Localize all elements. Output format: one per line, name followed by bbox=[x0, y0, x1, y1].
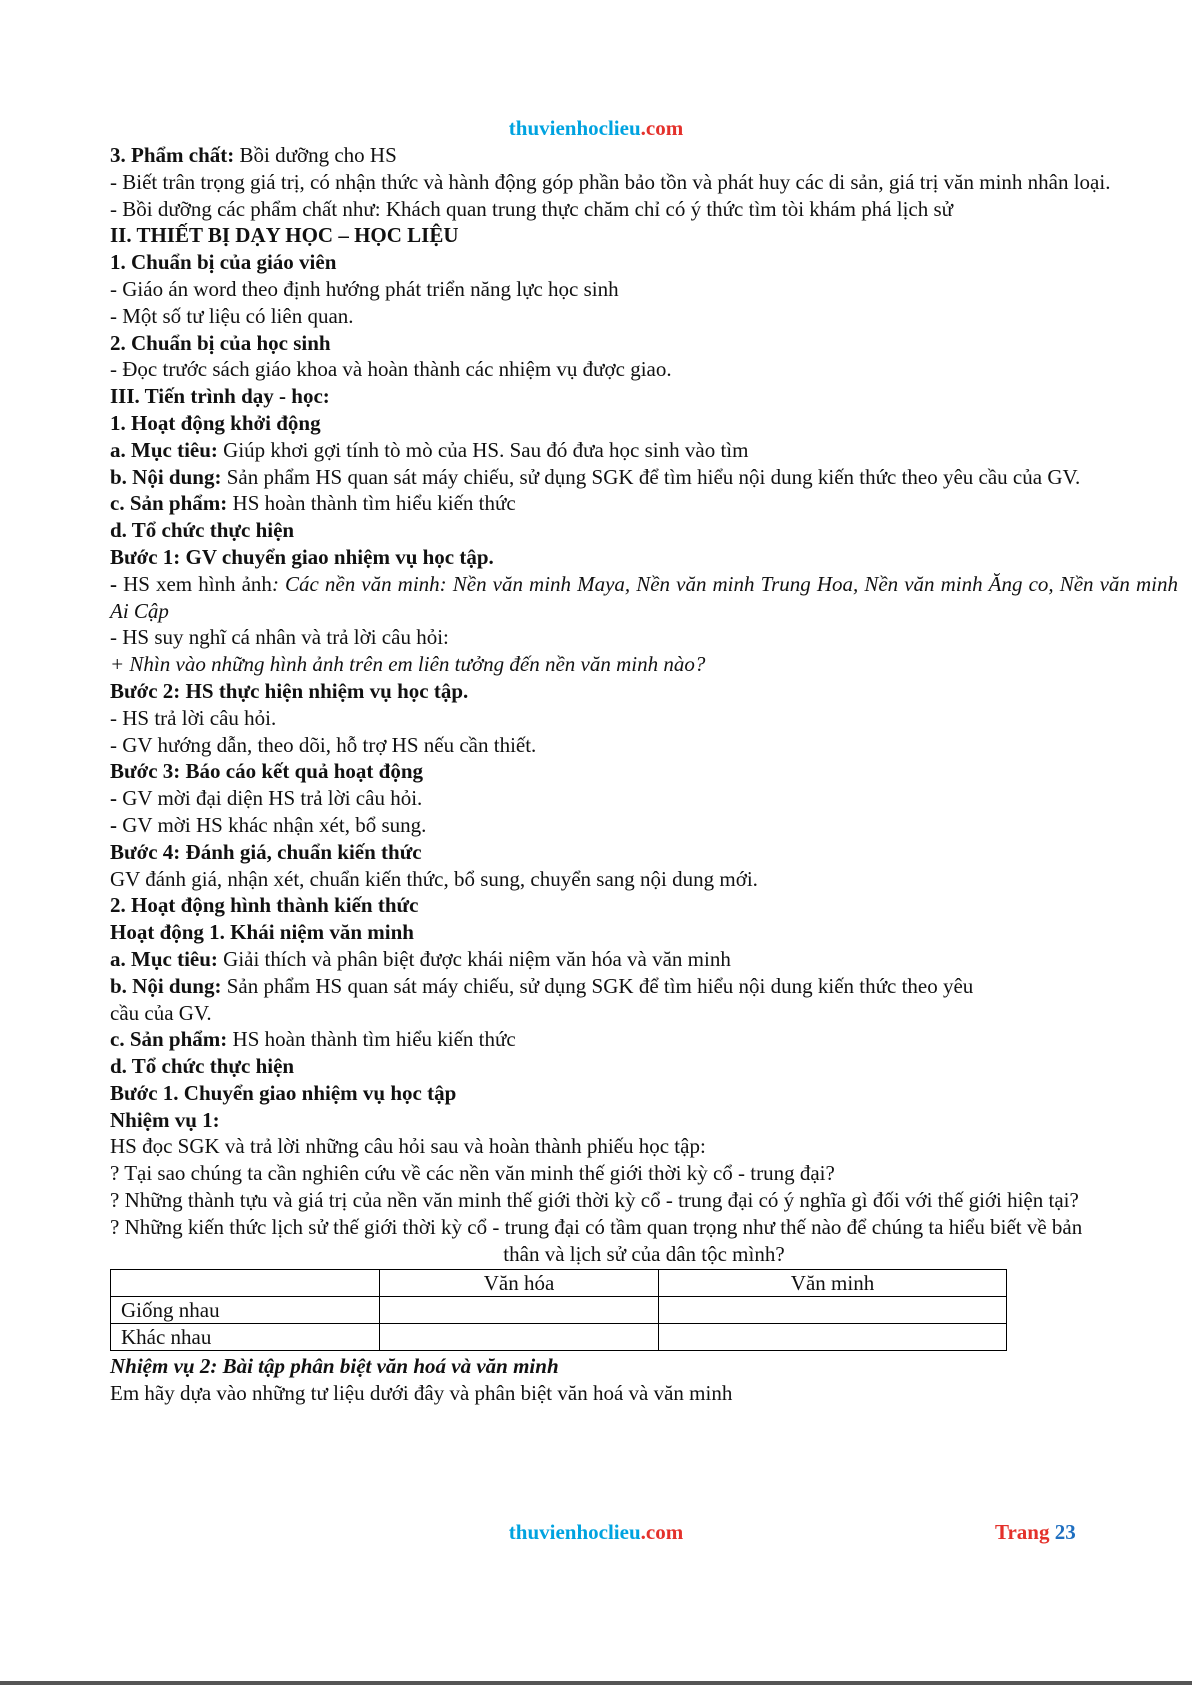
text-line-l36 bbox=[110, 1107, 1178, 1134]
text-line-l21 bbox=[110, 705, 1178, 732]
text-line-a2 bbox=[110, 1380, 1178, 1407]
worksheet-cell bbox=[380, 1324, 659, 1351]
text-run: II. THIẾT BỊ DẠY HỌC – HỌC LIỆU bbox=[110, 223, 459, 248]
text-line-l25 bbox=[110, 812, 1178, 839]
text-run: ? Tại sao chúng ta cần nghiên cứu về các nền văn minh thế giới thời kỳ cổ - trung đại? bbox=[110, 1161, 835, 1186]
worksheet-row bbox=[111, 1324, 1007, 1351]
text-line-l38 bbox=[110, 1160, 1178, 1187]
text-line-l4 bbox=[110, 222, 1178, 249]
text-run: - bbox=[110, 571, 117, 596]
text-line-l9 bbox=[110, 356, 1178, 383]
text-run: GV mời đại diện HS trả lời câu hỏi. bbox=[117, 786, 423, 811]
worksheet-row-label: Khác nhau bbox=[111, 1324, 380, 1351]
worksheet-header-culture: Văn hóa bbox=[380, 1270, 659, 1297]
text-run: Nhiệm vụ 1: bbox=[110, 1107, 220, 1132]
text-run: - Đọc trước sách giáo khoa và hoàn thành các nhiệm vụ được giao. bbox=[110, 357, 672, 382]
text-line-l37 bbox=[110, 1133, 1178, 1160]
text-line-l10 bbox=[110, 383, 1178, 410]
worksheet-table bbox=[110, 1269, 1007, 1351]
text-line-l11 bbox=[110, 410, 1178, 437]
text-run: ? Những thành tựu và giá trị của nền văn minh thế giới thời kỳ cổ - trung đại có ý nghĩa gì đối với thế giới hiện tại? bbox=[110, 1188, 1079, 1213]
text-line-l40 bbox=[110, 1214, 1178, 1241]
text-run: : Các nền văn minh: Nền văn minh Maya, Nền văn minh Trung Hoa, Nền văn minh Ăng co, Nền văn minh Ai Cập bbox=[110, 571, 1179, 623]
text-line-l8 bbox=[110, 330, 1178, 357]
text-run: Bước 1: GV chuyển giao nhiệm vụ học tập. bbox=[110, 544, 494, 569]
text-run: 2. Hoạt động hình thành kiến thức bbox=[110, 893, 419, 918]
lines-after-table bbox=[110, 1353, 1178, 1407]
worksheet-row bbox=[111, 1297, 1007, 1324]
worksheet-cell bbox=[659, 1324, 1007, 1351]
text-line-l3 bbox=[110, 196, 1178, 223]
text-line-l31 bbox=[110, 973, 1178, 1000]
worksheet-header-civilization: Văn minh bbox=[659, 1270, 1007, 1297]
header-site-domain: .com bbox=[640, 116, 684, 140]
text-run: HS hoàn thành tìm hiểu kiến thức bbox=[227, 1027, 516, 1052]
text-run: Nhiệm vụ 2: Bài tập phân biệt văn hoá và văn minh bbox=[110, 1354, 559, 1379]
text-run: Giải thích và phân biệt được khái niệm văn hóa và văn minh bbox=[217, 946, 731, 971]
text-run: Bước 1. Chuyển giao nhiệm vụ học tập bbox=[110, 1080, 457, 1105]
text-run: Bước 3: Báo cáo kết quả hoạt động bbox=[110, 759, 424, 784]
text-run: thân và lịch sử của dân tộc mình? bbox=[503, 1241, 785, 1266]
text-line-l1 bbox=[110, 142, 1178, 169]
text-run: Giúp khơi gợi tính tò mò của HS. Sau đó đưa học sinh vào tìm bbox=[217, 437, 749, 462]
text-run: c. Sản phẩm: bbox=[110, 491, 228, 516]
text-run: ? Những kiến thức lịch sử thế giới thời kỳ cổ - trung đại có tầm quan trọng như thế nào để chúng ta hiểu biết về bản bbox=[110, 1214, 1083, 1239]
page-label: Trang bbox=[995, 1520, 1055, 1544]
text-line-l12 bbox=[110, 437, 1178, 464]
text-line-l20 bbox=[110, 678, 1178, 705]
text-run: GV mời HS khác nhận xét, bổ sung. bbox=[117, 812, 427, 837]
text-run: 1. Hoạt động khởi động bbox=[110, 410, 321, 435]
text-line-l16 bbox=[110, 544, 1178, 571]
page-number-value: 23 bbox=[1054, 1520, 1076, 1544]
text-line-l15 bbox=[110, 517, 1178, 544]
text-run: 1. Chuẩn bị của giáo viên bbox=[110, 250, 337, 275]
text-run: Sản phẩm HS quan sát máy chiếu, sử dụng SGK để tìm hiểu nội dung kiến thức theo yêu cầu của GV. bbox=[221, 464, 1081, 489]
text-run: d. Tổ chức thực hiện bbox=[110, 1054, 295, 1079]
text-run: - Giáo án word theo định hướng phát triển năng lực học sinh bbox=[110, 276, 619, 301]
text-line-l22 bbox=[110, 732, 1178, 759]
text-line-a1 bbox=[110, 1353, 1178, 1380]
text-line-l24 bbox=[110, 785, 1178, 812]
document-body bbox=[110, 142, 1178, 1407]
worksheet-header-cell bbox=[111, 1270, 380, 1297]
text-line-l23 bbox=[110, 758, 1178, 785]
text-run: d. Tổ chức thực hiện bbox=[110, 518, 295, 543]
text-line-l26 bbox=[110, 839, 1178, 866]
worksheet-header-row bbox=[111, 1270, 1007, 1297]
text-run: III. Tiến trình dạy - học: bbox=[110, 384, 330, 409]
text-run: 2. Chuẩn bị của học sinh bbox=[110, 330, 331, 355]
text-line-l19 bbox=[110, 651, 1178, 678]
page-header bbox=[0, 116, 1192, 141]
text-run: a. Mục tiêu: bbox=[110, 437, 218, 462]
text-run: Bồi dưỡng cho HS bbox=[234, 143, 397, 167]
text-run: - HS trả lời câu hỏi. bbox=[110, 705, 277, 730]
text-line-l32 bbox=[110, 1000, 1178, 1027]
text-run: cầu của GV. bbox=[110, 1000, 212, 1025]
bottom-rule bbox=[0, 1681, 1192, 1685]
lines-before-table bbox=[110, 142, 1178, 1267]
text-run: c. Sản phẩm: bbox=[110, 1027, 228, 1052]
text-run: b. Nội dung: bbox=[110, 464, 222, 489]
worksheet-cell bbox=[659, 1297, 1007, 1324]
text-line-l39 bbox=[110, 1187, 1178, 1214]
text-run: 3. Phẩm chất: bbox=[110, 143, 235, 167]
text-run: - Bồi dưỡng các phẩm chất như: Khách quan trung thực chăm chỉ có ý thức tìm tòi khám phá lịch sử bbox=[110, 196, 954, 221]
text-run: Bước 4: Đánh giá, chuẩn kiến thức bbox=[110, 839, 422, 864]
text-line-l6 bbox=[110, 276, 1178, 303]
worksheet-row-label: Giống nhau bbox=[111, 1297, 380, 1324]
footer-site-name: thuvienhoclieu bbox=[508, 1520, 641, 1544]
text-line-l27 bbox=[110, 866, 1178, 893]
text-run: - bbox=[110, 786, 117, 811]
text-run: + Nhìn vào những hình ảnh trên em liên tưởng đến nền văn minh nào? bbox=[110, 652, 706, 677]
text-line-l7 bbox=[110, 303, 1178, 330]
text-run: Hoạt động 1. Khái niệm văn minh bbox=[110, 920, 414, 945]
worksheet-cell bbox=[380, 1297, 659, 1324]
footer-site-domain: .com bbox=[640, 1520, 684, 1544]
header-site-name: thuvienhoclieu bbox=[508, 116, 641, 140]
text-run: - GV hướng dẫn, theo dõi, hỗ trợ HS nếu cần thiết. bbox=[110, 732, 537, 757]
text-line-l33 bbox=[110, 1026, 1178, 1053]
text-line-l35 bbox=[110, 1080, 1178, 1107]
text-line-l2 bbox=[110, 169, 1178, 196]
text-run: - HS suy nghĩ cá nhân và trả lời câu hỏi: bbox=[110, 625, 449, 650]
text-run: HS đọc SGK và trả lời những câu hỏi sau và hoàn thành phiếu học tập: bbox=[110, 1134, 706, 1159]
text-line-l29 bbox=[110, 919, 1178, 946]
text-line-l30 bbox=[110, 946, 1178, 973]
text-line-l28 bbox=[110, 892, 1178, 919]
text-run: a. Mục tiêu: bbox=[110, 946, 218, 971]
text-line-l5 bbox=[110, 249, 1178, 276]
text-run: - Một số tư liệu có liên quan. bbox=[110, 303, 354, 328]
text-line-l34 bbox=[110, 1053, 1178, 1080]
text-run: HS xem hình ảnh bbox=[117, 571, 272, 596]
text-run: Em hãy dựa vào những tư liệu dưới đây và phân biệt văn hoá và văn minh bbox=[110, 1381, 733, 1406]
text-line-l14 bbox=[110, 490, 1178, 517]
text-line-l41 bbox=[110, 1241, 1178, 1268]
page-number bbox=[995, 1520, 1076, 1545]
text-run: b. Nội dung: bbox=[110, 973, 222, 998]
text-run: GV đánh giá, nhận xét, chuẩn kiến thức, bổ sung, chuyển sang nội dung mới. bbox=[110, 866, 758, 891]
text-line-l17 bbox=[110, 571, 1178, 625]
text-run: - bbox=[110, 812, 117, 837]
text-run: HS hoàn thành tìm hiểu kiến thức bbox=[227, 491, 516, 516]
text-line-l13 bbox=[110, 464, 1178, 491]
text-run: - Biết trân trọng giá trị, có nhận thức và hành động góp phần bảo tồn và phát huy các di sản, giá trị văn minh nhân loại. bbox=[110, 169, 1111, 194]
text-run: Sản phẩm HS quan sát máy chiếu, sử dụng SGK để tìm hiểu nội dung kiến thức theo yêu bbox=[221, 973, 974, 998]
text-line-l18 bbox=[110, 624, 1178, 651]
text-run: Bước 2: HS thực hiện nhiệm vụ học tập. bbox=[110, 678, 469, 703]
